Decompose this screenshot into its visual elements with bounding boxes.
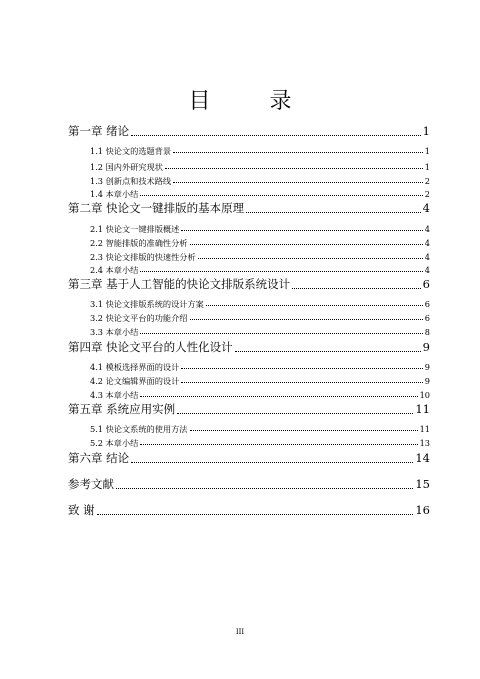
toc-section-entry	[90, 239, 430, 247]
toc-entry-page-number: 10	[419, 390, 430, 400]
toc-section-entry	[90, 253, 430, 261]
dot-leader	[206, 305, 423, 306]
toc-chapter-entry	[68, 479, 430, 491]
dot-leader	[181, 368, 422, 369]
toc-section-entry	[90, 300, 430, 308]
toc-entry-page-number: 11	[415, 402, 430, 416]
toc-chapter-entry	[68, 279, 430, 291]
toc-section-entry	[90, 314, 430, 322]
toc-section-entry	[90, 425, 430, 433]
toc-entry-label: 3.2 快论文平台的功能介绍	[90, 313, 188, 323]
toc-section-entry	[90, 391, 430, 399]
toc-entry-label: 4.3 本章小结	[90, 390, 139, 400]
dot-leader	[181, 382, 422, 383]
toc-entry-page-number: 6	[424, 313, 430, 323]
toc-entry-label: 第五章 系统应用实例	[68, 402, 176, 416]
toc-entry-page-number: 16	[415, 503, 430, 517]
dot-leader	[292, 288, 421, 289]
toc-entry-label: 2.1 快论文一键排版概述	[90, 224, 180, 234]
toc-chapter-entry	[68, 203, 430, 215]
dot-leader	[190, 319, 423, 320]
toc-entry-page-number: 2	[424, 189, 430, 199]
toc-entry-label: 5.2 本章小结	[90, 438, 139, 448]
toc-entry-label: 第一章 绪论	[68, 124, 130, 138]
toc-entry-page-number: 2	[424, 176, 430, 186]
toc-entry-label: 第四章 快论文平台的人性化设计	[68, 340, 233, 354]
toc-section-entry	[90, 328, 430, 336]
toc-chapter-entry	[68, 453, 430, 465]
dot-leader	[140, 444, 417, 445]
toc-entry-page-number: 14	[415, 451, 430, 465]
toc-chapter-entry	[68, 505, 430, 517]
page-number-footer: III	[235, 628, 245, 636]
toc-entry-label: 3.3 本章小结	[90, 327, 139, 337]
toc-entry-page-number: 1	[424, 146, 430, 156]
dot-leader	[131, 462, 413, 463]
toc-chapter-entry	[68, 342, 430, 354]
toc-section-entry	[90, 177, 430, 185]
toc-title: 目 录	[188, 89, 318, 114]
toc-entry-page-number: 9	[424, 376, 430, 386]
dot-leader	[177, 413, 413, 414]
toc-entry-label: 2.2 智能排版的准确性分析	[90, 238, 188, 248]
dot-leader	[116, 488, 413, 489]
dot-leader	[140, 195, 422, 196]
dot-leader	[190, 430, 418, 431]
toc-entry-page-number: 4	[424, 224, 430, 234]
dot-leader	[246, 212, 421, 213]
dot-leader	[97, 514, 414, 515]
toc-section-entry	[90, 266, 430, 274]
dot-leader	[140, 271, 422, 272]
toc-entry-label: 5.1 快论文系统的使用方法	[90, 424, 188, 434]
toc-entry-label: 3.1 快论文排版系统的设计方案	[90, 299, 204, 309]
dot-leader	[190, 244, 423, 245]
toc-entry-label: 4.2 论文编辑界面的设计	[90, 376, 180, 386]
toc-entry-label: 第三章 基于人工智能的快论文排版系统设计	[68, 277, 291, 291]
toc-section-entry	[90, 147, 430, 155]
toc-entry-page-number: 11	[419, 424, 430, 434]
toc-entry-label: 1.3 创新点和技术路线	[90, 176, 172, 186]
toc-entry-page-number: 4	[424, 252, 430, 262]
dot-leader	[131, 135, 421, 136]
toc-entry-page-number: 15	[415, 477, 430, 491]
toc-entry-label: 4.1 模板选择界面的设计	[90, 362, 180, 372]
dot-leader	[140, 396, 417, 397]
toc-entry-label: 2.3 快论文排版的快速性分析	[90, 252, 196, 262]
toc-entry-page-number: 1	[422, 124, 430, 138]
toc-entry-page-number: 6	[422, 277, 430, 291]
toc-entry-label: 2.4 本章小结	[90, 265, 139, 275]
toc-entry-page-number: 9	[424, 362, 430, 372]
dot-leader	[173, 152, 423, 153]
toc-entry-page-number: 4	[424, 265, 430, 275]
dot-leader	[181, 230, 422, 231]
toc-section-entry	[90, 163, 430, 171]
toc-entry-page-number: 9	[422, 340, 430, 354]
toc-section-entry	[90, 439, 430, 447]
toc-chapter-entry	[68, 126, 430, 138]
toc-entry-label: 1.1 快论文的选题背景	[90, 146, 172, 156]
toc-section-entry	[90, 363, 430, 371]
dot-leader	[235, 351, 421, 352]
toc-entry-page-number: 4	[422, 201, 430, 215]
toc-section-entry	[90, 225, 430, 233]
toc-entry-label: 第二章 快论文一键排版的基本原理	[68, 201, 245, 215]
toc-entry-page-number: 1	[424, 162, 430, 172]
dot-leader	[165, 168, 423, 169]
toc-entry-label: 1.4 本章小结	[90, 189, 139, 199]
dot-leader	[173, 182, 423, 183]
toc-entry-page-number: 13	[419, 438, 430, 448]
toc-entry-label: 参考文献	[68, 477, 114, 491]
dot-leader	[140, 333, 422, 334]
dot-leader	[198, 258, 423, 259]
toc-entry-label: 第六章 结论	[68, 451, 130, 465]
toc-section-entry	[90, 377, 430, 385]
toc-section-entry	[90, 190, 430, 198]
toc-entry-label: 致 谢	[68, 503, 95, 517]
toc-entry-page-number: 8	[424, 327, 430, 337]
toc-entry-page-number: 4	[424, 238, 430, 248]
toc-entry-page-number: 6	[424, 299, 430, 309]
toc-entry-label: 1.2 国内外研究现状	[90, 162, 163, 172]
toc-chapter-entry	[68, 404, 430, 416]
